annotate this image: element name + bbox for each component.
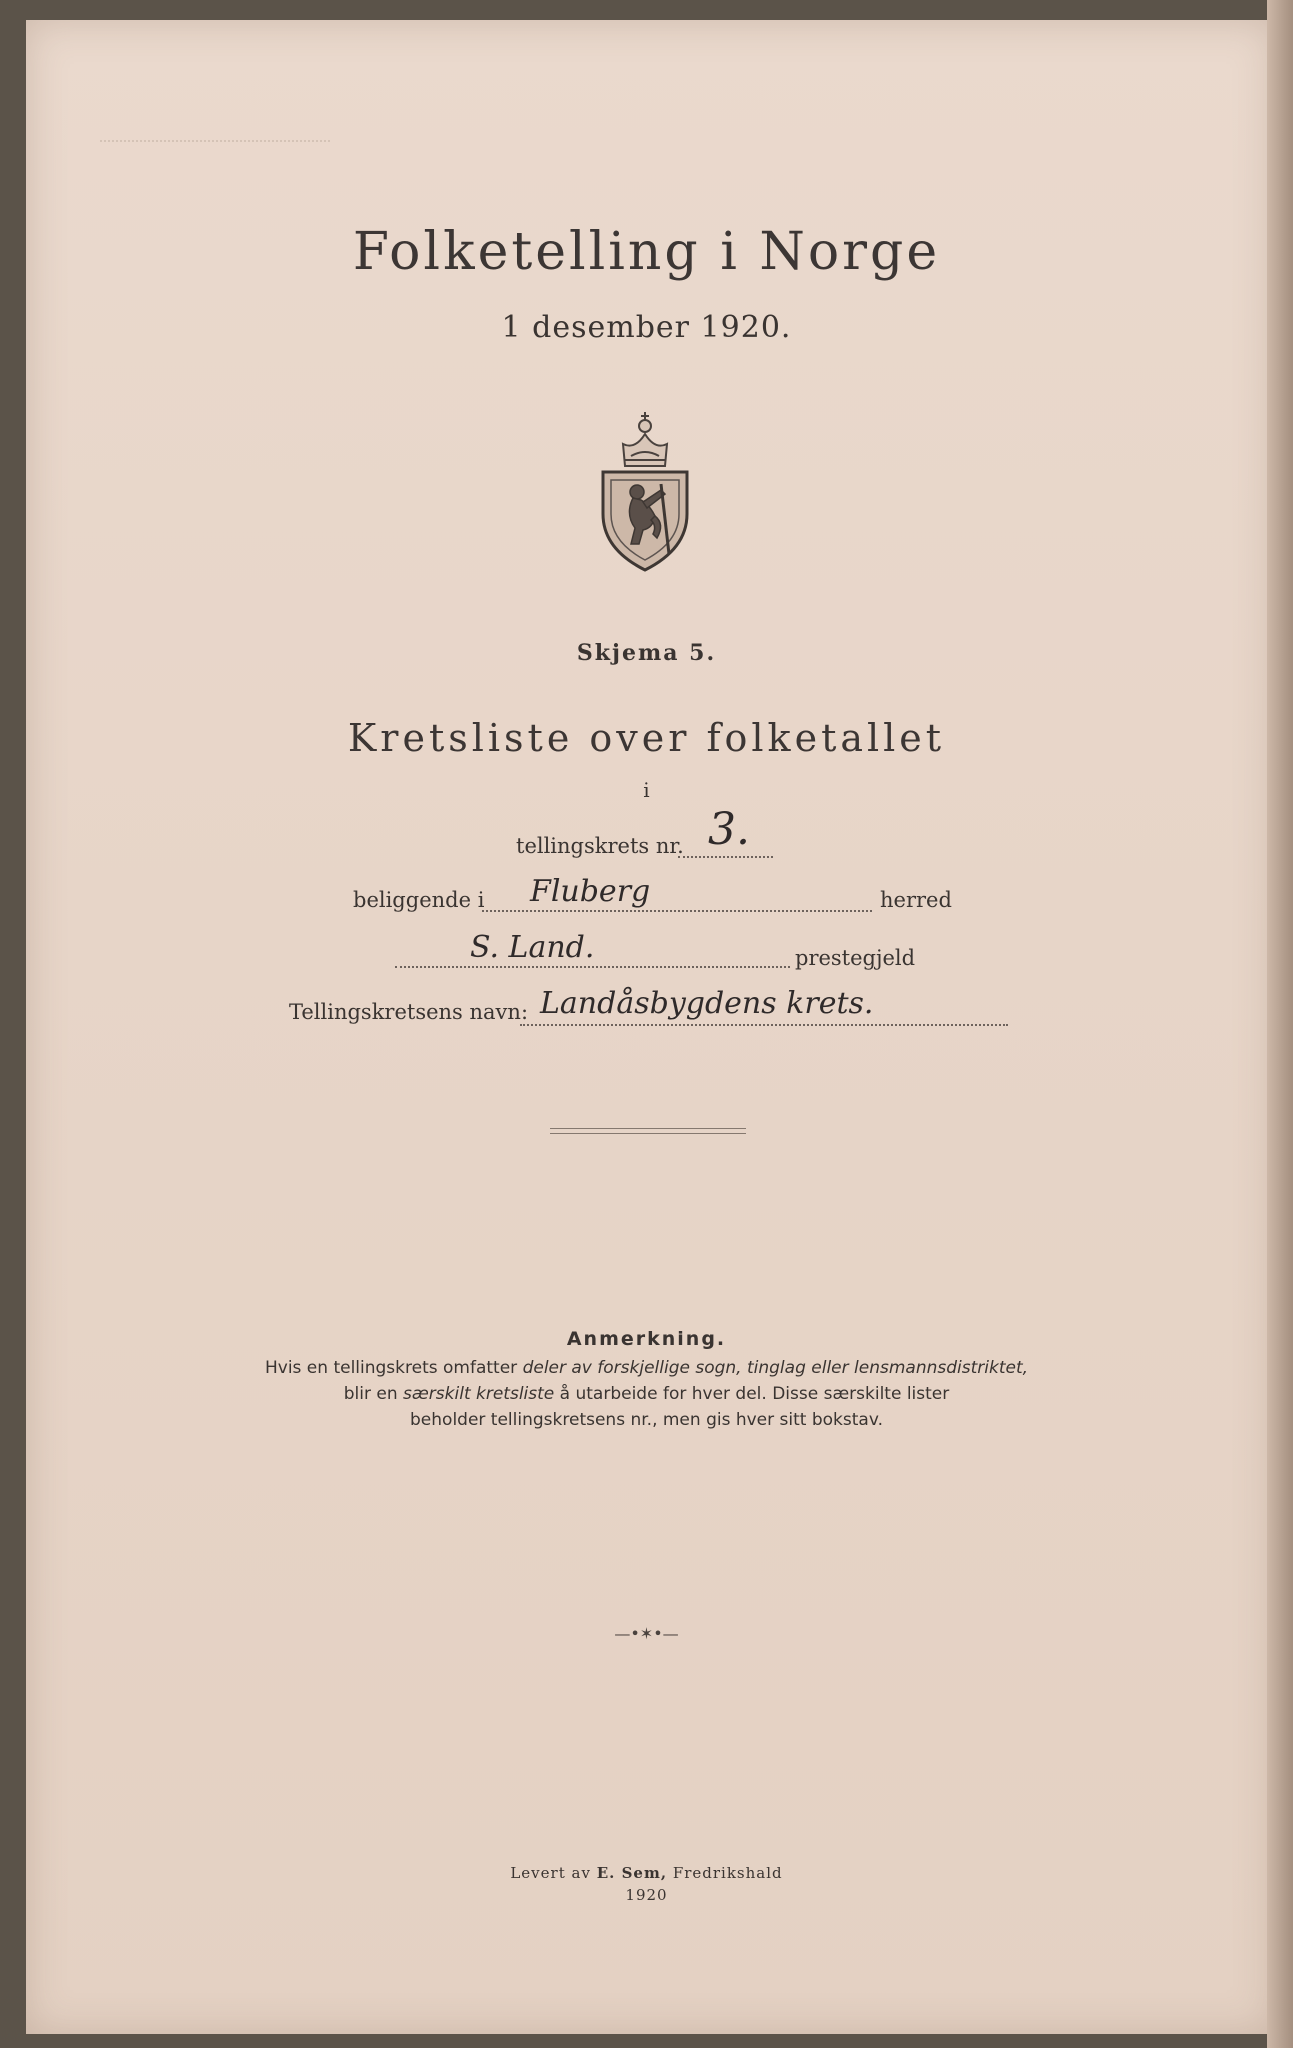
herred-handwritten: Fluberg (530, 874, 651, 909)
document-title: Folketelling i Norge (352, 222, 941, 282)
prestegjeld-handwritten: S. Land. (470, 930, 595, 965)
note-line-3: beholder tellingskretsens nr., men gis hver sitt bokstav. (410, 1410, 883, 1430)
kretsnavn-label: Tellingskretsens navn: (289, 1000, 529, 1024)
krets-label: tellingskrets nr. (516, 834, 684, 858)
herred-dotted-line (482, 910, 872, 912)
kretsnavn-handwritten: Landåsbygdens krets. (540, 986, 874, 1021)
note-heading: Anmerkning. (566, 1328, 727, 1350)
separator-rule-secondary (550, 1133, 746, 1134)
note-line-2-emphasis: særskilt kretsliste (403, 1384, 555, 1404)
ornament-divider: —•✶•— (614, 1624, 679, 1643)
kretsnavn-dotted-line (520, 1024, 1008, 1026)
census-date: 1 desember 1920. (501, 310, 792, 345)
printer-credit (0, 1864, 1293, 1882)
norwegian-coat-of-arms-icon (595, 404, 695, 574)
note-line-2-text: blir en (343, 1384, 404, 1404)
preposition-i: i (643, 778, 650, 802)
note-line-2 (0, 1384, 1293, 1404)
schema-label: Skjema 5. (576, 640, 717, 666)
note-line-1-text: Hvis en tellingskrets omfatter (264, 1358, 523, 1378)
form-heading: Kretsliste over folketallet (347, 716, 946, 760)
herred-suffix: herred (880, 888, 952, 912)
krets-number-handwritten: 3. (708, 804, 750, 855)
note-line-1 (0, 1358, 1293, 1378)
separator-rule (550, 1128, 746, 1129)
note-line-2-tail: å utarbeide for hver del. Disse særskilte lister (554, 1384, 950, 1404)
printer-credit-prefix: Levert av (510, 1864, 597, 1882)
note-line-1-emphasis: deler av forskjellige sogn, tinglag eller lensmannsdistriktet, (522, 1358, 1029, 1378)
beliggende-label: beliggende i (353, 888, 485, 912)
prestegjeld-suffix: prestegjeld (795, 946, 916, 970)
page-edge (1267, 0, 1293, 2048)
printer-location: Fredrikshald (667, 1864, 783, 1882)
printer-name: E. Sem, (596, 1864, 668, 1882)
print-year: 1920 (625, 1886, 668, 1904)
krets-dotted-line (678, 856, 773, 858)
faint-bleedthrough (100, 140, 330, 156)
prestegjeld-dotted-line (395, 966, 790, 968)
